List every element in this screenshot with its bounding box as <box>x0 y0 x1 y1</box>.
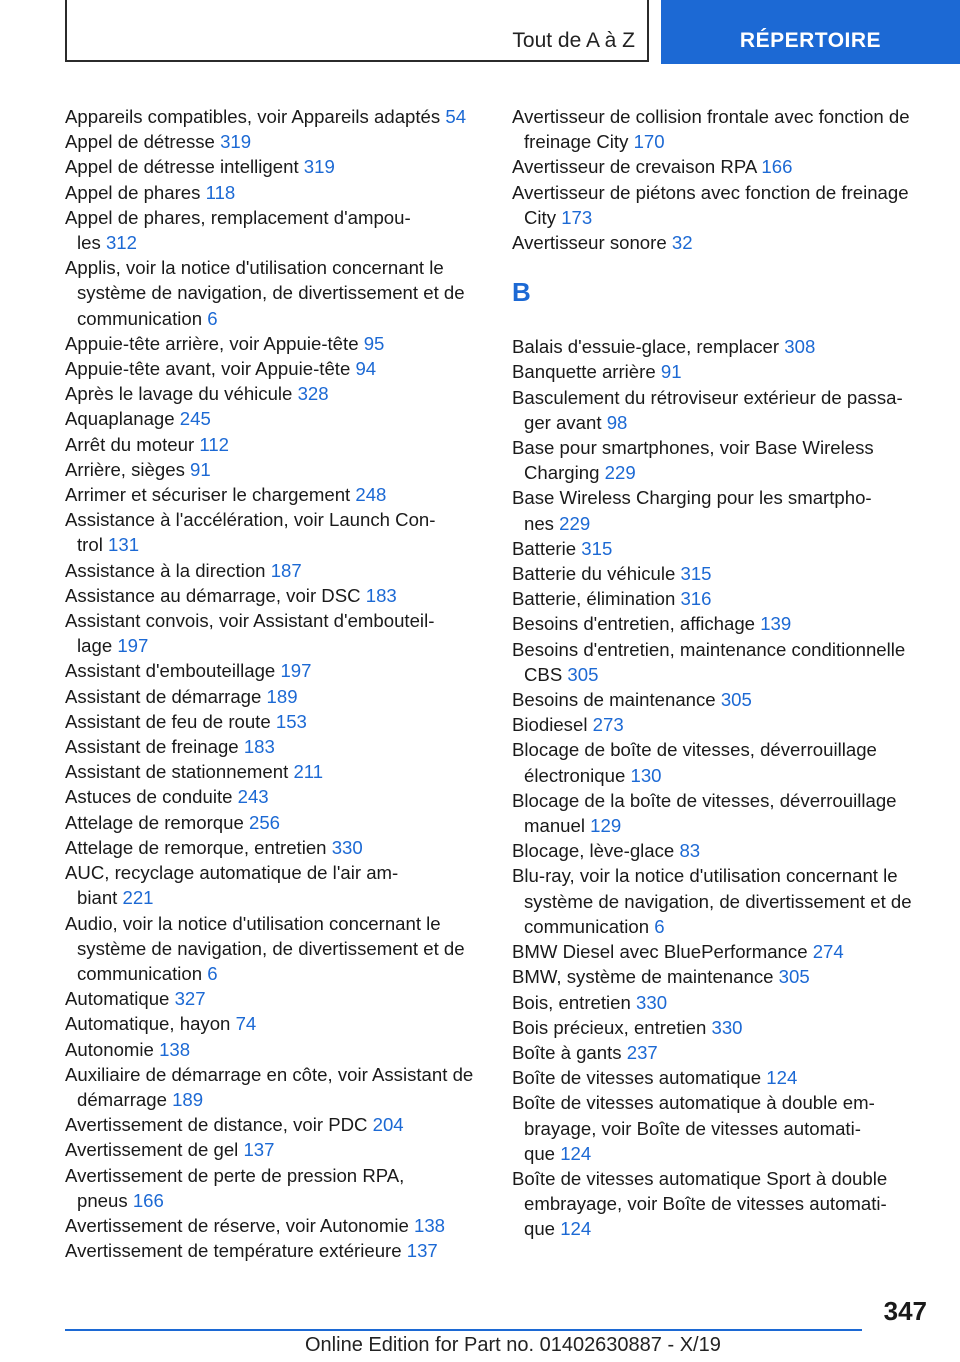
page-reference-link[interactable]: 170 <box>633 131 665 153</box>
index-entry <box>512 359 932 384</box>
index-entry-text: Balais d'essuie-glace, remplacer <box>512 336 780 358</box>
page-reference-link[interactable]: 327 <box>174 988 206 1010</box>
index-entry <box>65 154 485 179</box>
index-entry-text: système de navigation, de divertissement et de <box>77 937 465 959</box>
index-entry <box>65 558 485 583</box>
index-entry <box>512 611 932 636</box>
page-reference-link[interactable]: 237 <box>626 1041 658 1063</box>
section-letter-b: B <box>512 277 531 308</box>
index-entry <box>512 561 932 586</box>
index-entry-text: Bois, entretien <box>512 991 631 1013</box>
index-entry-text: Aquaplanage <box>65 408 175 430</box>
page-reference-link[interactable]: 54 <box>445 106 467 127</box>
index-entry-text: électronique <box>524 764 626 786</box>
page-reference-link[interactable]: 138 <box>413 1214 446 1236</box>
index-entry-text: Avertisseur de piétons avec fonction de freinage <box>512 181 909 203</box>
index-entry <box>512 536 932 561</box>
page-reference-link[interactable]: 197 <box>280 660 312 682</box>
index-entry <box>65 1062 485 1112</box>
index-entry-text: Arrimer et sécuriser le chargement <box>65 484 351 506</box>
page-reference-link[interactable]: 173 <box>561 206 593 228</box>
page-reference-link[interactable]: 124 <box>766 1067 798 1089</box>
index-entry <box>512 788 932 838</box>
index-entry-text: Audio, voir la notice d'utilisation concernant le <box>65 912 441 934</box>
page-header <box>0 0 960 64</box>
index-entry <box>512 1166 932 1242</box>
index-group-b <box>512 334 932 1241</box>
page-reference-link[interactable]: 183 <box>243 736 275 758</box>
page-reference-link[interactable]: 166 <box>132 1189 164 1211</box>
index-entry-text: Base Wireless Charging pour les smartpho- <box>512 487 872 509</box>
page-reference-link[interactable]: 94 <box>355 358 377 380</box>
index-entry-text: Arrêt du moteur <box>65 433 195 455</box>
index-entry <box>65 1238 485 1263</box>
page-reference-link[interactable]: 328 <box>297 383 329 405</box>
index-entry <box>65 734 485 759</box>
page-reference-link[interactable]: 153 <box>275 710 307 732</box>
page-reference-link[interactable]: 204 <box>372 1114 404 1136</box>
index-entry-text: Avertissement de température extérieure <box>65 1240 402 1262</box>
index-entry-text: Assistant d'embouteillage <box>65 660 276 682</box>
page-reference-link[interactable]: 319 <box>220 131 252 153</box>
index-entry <box>65 911 485 987</box>
index-entry-text: Blocage de boîte de vitesses, déverrouillage <box>512 739 877 761</box>
page-reference-link[interactable]: 187 <box>270 559 302 581</box>
page-reference-link[interactable]: 6 <box>654 915 665 937</box>
tab-tout-de-a-a-z[interactable] <box>65 0 649 62</box>
page-reference-link[interactable]: 74 <box>235 1013 257 1035</box>
page-reference-link[interactable]: 137 <box>243 1139 275 1161</box>
footer-divider <box>65 1329 862 1331</box>
index-entry-text: les <box>77 232 101 254</box>
index-entry <box>65 759 485 784</box>
page-reference-link[interactable]: 229 <box>559 512 591 534</box>
index-entry <box>512 1015 932 1040</box>
page-reference-link[interactable]: 138 <box>159 1038 191 1060</box>
tab-repertoire-label: RÉPERTOIRE <box>739 29 882 52</box>
index-entry <box>65 1112 485 1137</box>
index-entry <box>512 435 932 485</box>
index-entry-text: freinage City <box>524 131 629 153</box>
index-entry-text: Assistance à la direction <box>65 559 266 581</box>
page-reference-link[interactable]: 319 <box>303 156 335 178</box>
index-entry-text: Biodiesel <box>512 714 588 736</box>
index-entry <box>65 986 485 1011</box>
index-entry <box>512 230 932 255</box>
index-entry-text: ger avant <box>524 411 602 433</box>
page-reference-link[interactable]: 189 <box>172 1088 204 1110</box>
page-reference-link[interactable]: 330 <box>636 991 668 1013</box>
index-entry <box>65 406 485 431</box>
page-reference-link[interactable]: 315 <box>680 563 712 585</box>
page-reference-link[interactable]: 229 <box>604 462 636 484</box>
page-reference-link[interactable]: 308 <box>784 336 816 358</box>
index-entry-text: communication <box>77 962 203 984</box>
index-entry-text: biant <box>77 887 118 909</box>
page-reference-link[interactable]: 131 <box>108 534 140 556</box>
index-entry-text: Attelage de remorque, entretien <box>65 836 327 858</box>
index-entry <box>65 1137 485 1162</box>
page-reference-link[interactable]: 221 <box>122 887 154 909</box>
index-entry-text: embrayage, voir Boîte de vitesses automati- <box>524 1193 887 1215</box>
index-entry <box>65 1037 485 1062</box>
index-entry-text: Avertisseur de crevaison RPA <box>512 156 757 178</box>
page-reference-link[interactable]: 315 <box>581 537 613 559</box>
index-entry-text: Appel de phares <box>65 181 201 203</box>
index-entry <box>512 586 932 611</box>
index-entry <box>512 485 932 535</box>
index-entry-text: Assistant convois, voir Assistant d'embouteil- <box>65 610 435 632</box>
page-reference-link[interactable]: 256 <box>249 811 281 833</box>
index-entry-text: nes <box>524 512 554 534</box>
tab-tout-de-a-a-z-label: Tout de A à Z <box>512 29 635 52</box>
index-entry <box>512 990 932 1015</box>
index-entry-text: manuel <box>524 815 585 837</box>
page-reference-link[interactable]: 95 <box>363 332 385 354</box>
page-reference-link[interactable]: 248 <box>355 484 387 506</box>
index-entry-text: Avertissement de réserve, voir Autonomie <box>65 1214 409 1236</box>
page-reference-link[interactable]: 6 <box>207 962 218 984</box>
index-entry <box>65 331 485 356</box>
index-entry-text: communication <box>77 307 203 329</box>
page-reference-link[interactable]: 98 <box>606 411 628 433</box>
index-entry-text: AUC, recyclage automatique de l'air am- <box>65 862 399 884</box>
index-entry-text: Besoins d'entretien, affichage <box>512 613 756 635</box>
index-entry-text: Boîte de vitesses automatique Sport à double <box>512 1167 888 1189</box>
index-entry-text: Avertisseur de collision frontale avec fonction de <box>512 106 910 127</box>
index-entry-text: brayage, voir Boîte de vitesses automati- <box>524 1117 861 1139</box>
index-entry-text: Boîte de vitesses automatique à double em- <box>512 1092 875 1114</box>
page-reference-link[interactable]: 129 <box>590 815 622 837</box>
index-entry <box>65 608 485 658</box>
index-entry-text: Besoins d'entretien, maintenance conditionnelle <box>512 638 906 660</box>
index-entry-text: Appel de détresse intelligent <box>65 156 299 178</box>
page-reference-link[interactable]: 124 <box>560 1218 592 1240</box>
index-entry-text: Auxiliaire de démarrage en côte, voir Assistant de <box>65 1063 474 1085</box>
index-entry <box>512 939 932 964</box>
index-entry <box>512 104 932 154</box>
index-entry-text: Automatique <box>65 988 170 1010</box>
index-entry-text: Appel de phares, remplacement d'ampou- <box>65 206 411 228</box>
page-reference-link[interactable]: 91 <box>660 361 682 383</box>
index-entry <box>65 658 485 683</box>
index-entry-text: Avertissement de distance, voir PDC <box>65 1114 368 1136</box>
index-group-a-continued <box>512 104 932 255</box>
page-reference-link[interactable]: 273 <box>592 714 624 736</box>
index-entry <box>512 863 932 939</box>
page-reference-link[interactable]: 330 <box>331 836 363 858</box>
index-entry-text: lage <box>77 635 113 657</box>
index-entry <box>65 1011 485 1036</box>
page-reference-link[interactable]: 32 <box>671 232 693 254</box>
index-entry <box>512 154 932 179</box>
index-entry <box>512 838 932 863</box>
page-reference-link[interactable]: 330 <box>711 1016 743 1038</box>
page-reference-link[interactable]: 137 <box>406 1240 438 1262</box>
index-entry <box>65 356 485 381</box>
index-entry <box>65 709 485 734</box>
page-reference-link[interactable]: 305 <box>567 663 599 685</box>
index-column-left <box>65 104 485 1263</box>
index-entry <box>512 1065 932 1090</box>
index-entry <box>65 1163 485 1213</box>
page-number: 347 <box>883 1296 927 1326</box>
index-entry <box>65 432 485 457</box>
page-reference-link[interactable]: 305 <box>778 966 810 988</box>
index-entry <box>65 129 485 154</box>
index-entry-text: trol <box>77 534 103 556</box>
index-entry-text: Assistant de stationnement <box>65 761 289 783</box>
tab-repertoire[interactable] <box>661 0 960 64</box>
page-reference-link[interactable]: 245 <box>179 408 211 430</box>
index-entry-text: BMW, système de maintenance <box>512 966 774 988</box>
index-column-right <box>512 104 932 1242</box>
index-entry-text: Assistant de démarrage <box>65 685 262 707</box>
index-entry <box>65 104 485 129</box>
page-reference-link[interactable]: 211 <box>293 761 324 783</box>
index-entry-text: que <box>524 1218 556 1240</box>
index-entry <box>512 712 932 737</box>
index-entry-text: City <box>524 206 557 228</box>
index-entry <box>65 457 485 482</box>
index-entry-text: Besoins de maintenance <box>512 689 716 711</box>
index-entry <box>65 482 485 507</box>
page-reference-link[interactable]: 130 <box>630 764 662 786</box>
page-reference-link[interactable]: 305 <box>720 689 752 711</box>
index-entry-text: Attelage de remorque <box>65 811 244 833</box>
page-reference-link[interactable]: 189 <box>266 685 298 707</box>
index-entry-text: Blocage, lève-glace <box>512 840 675 862</box>
page-reference-link[interactable]: 124 <box>560 1142 592 1164</box>
index-entry-text: Boîte de vitesses automatique <box>512 1067 762 1089</box>
index-entry-text: Banquette arrière <box>512 361 656 383</box>
index-entry-text: Assistant de freinage <box>65 736 239 758</box>
index-entry <box>65 205 485 255</box>
page-reference-link[interactable]: 91 <box>190 458 211 480</box>
page-reference-link[interactable]: 112 <box>199 433 230 455</box>
index-entry-text: Avertissement de perte de pression RPA, <box>65 1164 405 1186</box>
index-entry-text: Batterie <box>512 537 577 559</box>
index-entry-text: Assistance à l'accélération, voir Launch Con- <box>65 509 436 531</box>
index-entry-text: que <box>524 1142 556 1164</box>
page-reference-link[interactable]: 243 <box>237 786 269 808</box>
index-entry <box>512 964 932 989</box>
index-entry <box>65 255 485 331</box>
page-reference-link[interactable]: 83 <box>679 840 701 862</box>
index-entry-text: Blocage de la boîte de vitesses, déverrouillage <box>512 789 897 811</box>
index-entry-text: Arrière, sièges <box>65 458 185 480</box>
page-reference-link[interactable]: 197 <box>117 635 149 657</box>
page-reference-link[interactable]: 316 <box>680 588 712 610</box>
page-reference-link[interactable]: 183 <box>365 584 397 606</box>
index-entry-text: Avertisseur sonore <box>512 232 667 254</box>
page-reference-link[interactable]: 139 <box>760 613 792 635</box>
index-entry-text: Bois précieux, entretien <box>512 1016 707 1038</box>
index-entry-text: BMW Diesel avec BluePerformance <box>512 941 808 963</box>
index-entry <box>512 637 932 687</box>
page-reference-link[interactable]: 118 <box>205 181 236 203</box>
index-entry <box>65 583 485 608</box>
index-entry-text: Autonomie <box>65 1038 154 1060</box>
index-entry <box>512 1040 932 1065</box>
index-entry-text: Batterie du véhicule <box>512 563 676 585</box>
index-entry-text: Appel de détresse <box>65 131 215 153</box>
index-entry <box>65 835 485 860</box>
index-entry-text: CBS <box>524 663 563 685</box>
index-entry-text: Automatique, hayon <box>65 1013 231 1035</box>
index-entry <box>65 860 485 910</box>
index-entry <box>512 385 932 435</box>
index-entry <box>512 334 932 359</box>
index-entry-text: Applis, voir la notice d'utilisation concernant le <box>65 257 444 279</box>
index-entry-text: Base pour smartphones, voir Base Wireless <box>512 437 874 459</box>
index-entry <box>65 507 485 557</box>
index-entry <box>65 784 485 809</box>
index-entry-text: Appuie-tête avant, voir Appuie-tête <box>65 358 351 380</box>
index-entry <box>65 180 485 205</box>
index-entry-text: Assistance au démarrage, voir DSC <box>65 584 361 606</box>
index-entry-text: Charging <box>524 462 600 484</box>
index-entry <box>65 381 485 406</box>
index-entry-text: pneus <box>77 1189 128 1211</box>
index-entry-text: système de navigation, de divertissement et de <box>77 282 465 304</box>
index-entry <box>512 1090 932 1166</box>
index-entry <box>65 1213 485 1238</box>
index-entry <box>65 810 485 835</box>
page-reference-link[interactable]: 6 <box>207 307 218 329</box>
index-entry <box>512 180 932 230</box>
page-reference-link[interactable]: 312 <box>105 232 137 254</box>
index-entry-text: Batterie, élimination <box>512 588 676 610</box>
page-reference-link[interactable]: 166 <box>761 156 793 178</box>
index-entry-text: système de navigation, de divertissement et de <box>524 890 912 912</box>
index-entry <box>512 687 932 712</box>
index-entry-text: Boîte à gants <box>512 1041 622 1063</box>
index-entry-text: Basculement du rétroviseur extérieur de passa- <box>512 386 903 408</box>
index-entry-text: Avertissement de gel <box>65 1139 239 1161</box>
footer-edition: Online Edition for Part no. 01402630887 - X/19 <box>305 1334 721 1356</box>
index-entry <box>65 684 485 709</box>
index-entry-text: Astuces de conduite <box>65 786 233 808</box>
page-reference-link[interactable]: 274 <box>812 941 844 963</box>
index-entry-text: communication <box>524 915 650 937</box>
index-entry-text: Appareils compatibles, voir Appareils adaptés <box>65 106 441 127</box>
index-entry-text: Appuie-tête arrière, voir Appuie-tête <box>65 332 359 354</box>
index-entry-text: Blu-ray, voir la notice d'utilisation concernant le <box>512 865 898 887</box>
index-entry <box>512 737 932 787</box>
index-entry-text: Assistant de feu de route <box>65 710 271 732</box>
index-entry-text: Après le lavage du véhicule <box>65 383 293 405</box>
index-entry-text: démarrage <box>77 1088 167 1110</box>
